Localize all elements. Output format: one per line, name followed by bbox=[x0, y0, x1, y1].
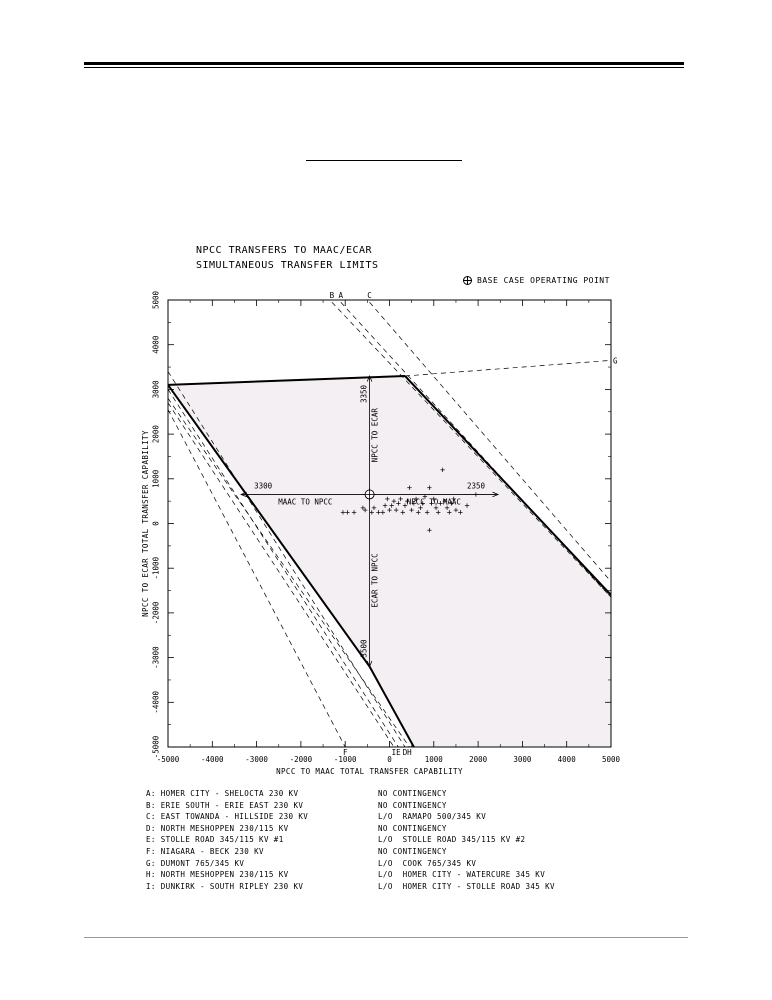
key-element: G: DUMONT 765/345 KV bbox=[146, 858, 245, 868]
key-row-f bbox=[146, 846, 555, 858]
feasible-region bbox=[168, 376, 611, 747]
limit-line-label-a: A bbox=[338, 291, 344, 300]
key-row-i bbox=[146, 881, 555, 893]
key-row-c bbox=[146, 811, 555, 823]
key-element: E: STOLLE ROAD 345/115 KV #1 bbox=[146, 835, 284, 845]
transfer-arrow-value: 3500 bbox=[359, 639, 369, 658]
key-element: D: NORTH MESHOPPEN 230/115 KV bbox=[146, 823, 289, 833]
key-row-a bbox=[146, 788, 555, 800]
limit-line-label-c: C bbox=[367, 291, 372, 300]
chart-title-line-1: NPCC TRANSFERS TO MAAC/ECAR bbox=[196, 245, 373, 256]
key-element: B: ERIE SOUTH - ERIE EAST 230 KV bbox=[146, 800, 304, 810]
transfer-arrow-value: 3350 bbox=[359, 384, 369, 404]
x-tick-label: 5000 bbox=[601, 755, 621, 764]
x-tick-label: -3000 bbox=[245, 755, 268, 764]
key-row-b bbox=[146, 800, 555, 812]
key-element: I: DUNKIRK - SOUTH RIPLEY 230 KV bbox=[146, 881, 304, 891]
limit-key-table bbox=[146, 788, 555, 892]
key-element: C: EAST TOWANDA - HILLSIDE 230 KV bbox=[146, 812, 309, 822]
y-tick-label: 2000 bbox=[151, 425, 161, 444]
key-contingency: NO CONTINGENCY bbox=[378, 846, 447, 856]
key-contingency: NO CONTINGENCY bbox=[378, 789, 447, 798]
key-contingency: NO CONTINGENCY bbox=[378, 823, 447, 833]
y-tick-label: -1000 bbox=[151, 556, 161, 580]
limit-line-label-b: B bbox=[329, 291, 335, 300]
x-tick-label: -1000 bbox=[333, 755, 357, 764]
x-tick-label: 3000 bbox=[513, 755, 532, 764]
x-tick-label: -2000 bbox=[289, 755, 313, 764]
limit-line-label-d: D bbox=[402, 748, 408, 757]
y-tick-label: 0 bbox=[151, 521, 161, 526]
transfer-arrow-value: 3300 bbox=[254, 481, 273, 491]
limit-line-label-e: E bbox=[396, 748, 401, 757]
x-tick-label: 2000 bbox=[469, 755, 488, 764]
limit-line-label-f: F bbox=[342, 748, 348, 757]
key-row-d bbox=[146, 823, 555, 835]
x-tick-label: 4000 bbox=[557, 755, 576, 764]
key-element: F: NIAGARA - BECK 230 KV bbox=[146, 846, 264, 856]
y-tick-label: -4000 bbox=[151, 691, 161, 714]
x-tick-label: -5000 bbox=[156, 755, 180, 764]
key-contingency: L/O RAMAPO 500/345 KV bbox=[378, 812, 487, 822]
y-tick-label: -5000 bbox=[151, 735, 161, 759]
y-tick-label: 4000 bbox=[151, 335, 161, 354]
key-contingency: NO CONTINGENCY bbox=[378, 800, 447, 810]
y-axis-label: NPCC TO ECAR TOTAL TRANSFER CAPABILITY bbox=[141, 430, 150, 617]
x-tick-label: 0 bbox=[387, 755, 392, 764]
x-axis-label: NPCC TO MAAC TOTAL TRANSFER CAPABILITY bbox=[276, 767, 463, 776]
key-contingency: L/O HOMER CITY - STOLLE ROAD 345 KV bbox=[378, 881, 555, 891]
key-element: A: HOMER CITY - SHELOCTA 230 KV bbox=[146, 789, 299, 798]
key-element: H: NORTH MESHOPPEN 230/115 KV bbox=[146, 870, 289, 880]
key-row-h bbox=[146, 869, 555, 881]
transfer-arrow-label: NPCC TO ECAR bbox=[370, 408, 380, 463]
feasible-region-layer bbox=[168, 376, 611, 747]
key-contingency: L/O STOLLE ROAD 345/115 KV #2 bbox=[378, 835, 526, 845]
y-tick-label: 3000 bbox=[151, 380, 161, 399]
y-tick-label: 5000 bbox=[151, 290, 161, 310]
y-tick-label: 1000 bbox=[151, 469, 161, 488]
limit-line-g bbox=[405, 360, 611, 376]
limit-line-label-h: H bbox=[407, 748, 412, 757]
y-tick-label: -2000 bbox=[151, 601, 161, 625]
chart-title-line-2: SIMULTANEOUS TRANSFER LIMITS bbox=[196, 260, 379, 271]
transfer-arrow-label: ECAR TO NPCC bbox=[370, 553, 380, 608]
key-contingency: L/O COOK 765/345 KV bbox=[378, 858, 477, 868]
transfer-arrow-label: NPCC TO MAAC bbox=[406, 497, 461, 507]
limit-line-label-g: G bbox=[613, 356, 618, 366]
key-row-g bbox=[146, 858, 555, 870]
x-tick-label: 1000 bbox=[424, 755, 443, 764]
x-tick-label: -4000 bbox=[201, 755, 224, 764]
key-contingency: L/O HOMER CITY - WATERCURE 345 KV bbox=[378, 870, 546, 880]
transfer-arrow-label: MAAC TO NPCC bbox=[278, 497, 333, 507]
legend-base-case-label: BASE CASE OPERATING POINT bbox=[477, 276, 610, 285]
limit-line-label-i: I bbox=[391, 748, 397, 757]
transfer-arrow-value: 2350 bbox=[467, 481, 486, 491]
y-tick-label: -3000 bbox=[151, 646, 161, 669]
footer-rule bbox=[84, 937, 688, 938]
key-row-e bbox=[146, 834, 555, 846]
